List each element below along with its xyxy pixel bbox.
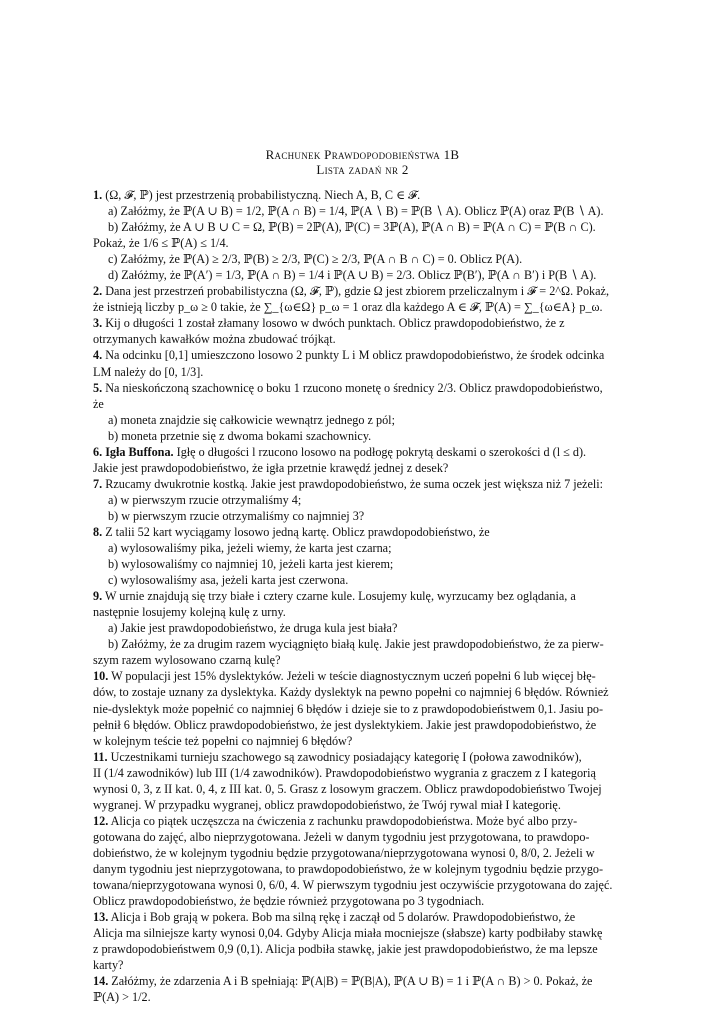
subproblem-b-continued: Pokaż, że 1/6 ≤ ℙ(A) ≤ 1/4. (93, 236, 229, 251)
problem-3 (93, 315, 648, 347)
subproblem-b-continued: szym razem wylosowano czarną kulę? (93, 653, 281, 668)
problem-number: 6. (93, 444, 103, 459)
problem-6 (93, 444, 648, 476)
problem-text: Dana jest przestrzeń probabilistyczna (Ω, 𝓕, ℙ), gdzie Ω jest zbiorem przeliczalnym i 𝓕 = 2^Ω. Pokaż, (105, 284, 609, 299)
subproblem-a: a) Załóżmy, że ℙ(A ∪ B) = 1/2, ℙ(A ∩ B) = 1/4, ℙ(A ∖ B) = ℙ(B ∖ A). Oblicz ℙ(A) oraz ℙ(B ∖ A). (108, 204, 604, 219)
problem-7 (93, 476, 648, 524)
subproblem-b: b) wylosowaliśmy co najmniej 10, jeżeli karta jest kierem; (108, 557, 394, 572)
problem-5 (93, 380, 648, 444)
problem-text: (Ω, 𝓕, ℙ) jest przestrzenią probabilistyczną. Niech A, B, C ∈ 𝓕. (105, 188, 421, 202)
subproblem-c: c) wylosowaliśmy asa, jeżeli karta jest czerwona. (108, 573, 349, 588)
problem-9 (93, 588, 648, 668)
problem-1 (93, 187, 648, 283)
problem-number: 2. (93, 284, 103, 299)
problem-text: Na odcinku [0,1] umieszczono losowo 2 punkty L i M oblicz prawdopodobieństwo, że środek odcinka (105, 348, 605, 363)
problem-text: W urnie znajdują się trzy białe i cztery czarne kule. Losujemy kulę, wyrzucamy bez oglądania, a (104, 589, 576, 604)
problem-8 (93, 524, 648, 588)
problem-number: 9. (93, 589, 103, 604)
problem-text-continued: II (1/4 zawodników) lub III (1/4 zawodników). Prawdopodobieństwo wygrania z graczem z I kategorią (93, 765, 596, 780)
problem-text-continued: wynosi 0, 3, z II kat. 0, 4, z III kat. 0, 5. Grasz z losowym graczem. Oblicz prawdopodobieństwo Twojej (93, 781, 602, 796)
subproblem-a: a) moneta znajdzie się całkowicie wewnątrz jednego z pól; (108, 412, 395, 427)
problem-10 (93, 668, 648, 748)
problem-12 (93, 813, 648, 909)
problem-text: W populacji jest 15% dyslektyków. Jeżeli w teście diagnostycznym uczeń popełni 6 lub więcej błę- (111, 669, 596, 684)
problem-text-continued: karty? (93, 958, 124, 973)
problem-text: Alicja i Bob grają w pokera. Bob ma silną rękę i zaczął od 5 dolarów. Prawdopodobieństwo, że (110, 910, 576, 925)
problem-number: 1. (93, 188, 103, 202)
subproblem-d: d) Załóżmy, że ℙ(A′) = 1/3, ℙ(A ∩ B) = 1/4 i ℙ(A ∪ B) = 2/3. Oblicz ℙ(B′), ℙ(A ∩ B′) i P(B ∖ A). (108, 268, 597, 283)
problem-text: Na nieskończoną szachownicę o boku 1 rzucono monetę o średnicy 2/3. Oblicz prawdopodobieństwo, (105, 380, 603, 395)
problem-text: Uczestnikami turnieju szachowego są zawodnicy posiadający kategorię I (połowa zawodników), (110, 749, 582, 764)
problem-text-continued: pełnił 6 błędów. Oblicz prawdopodobieństwo, że jest dyslektykiem. Jakie jest prawdopodobieństwo, że (93, 717, 597, 732)
problem-text: Alicja co piątek uczęszcza na ćwiczenia z rachunku prawdopodobieństwa. Może być albo przy- (110, 813, 578, 828)
page-title: Rachunek Prawdopodobieństwa 1B (265, 147, 460, 162)
problem-number: 13. (93, 910, 109, 925)
problem-11 (93, 749, 648, 813)
problem-number: 10. (93, 669, 109, 684)
problem-text-continued: wygranej. W przypadku wygranej, oblicz prawdopodobieństwo, że Twój rywal miał I kategorię. (93, 797, 561, 812)
subproblem-b: b) Załóżmy, że za drugim razem wyciągnięto białą kulę. Jakie jest prawdopodobieństwo, że za pierw- (108, 637, 604, 652)
problem-text: Igłę o długości l rzucono losowo na podłogę pokrytą deskami o szerokości d (l ≤ d). (176, 444, 587, 459)
problem-text-continued: że (93, 396, 104, 411)
problem-text: Rzucamy dwukrotnie kostką. Jakie jest prawdopodobieństwo, że suma oczek jest większa niż 7 jeżeli: (105, 476, 604, 491)
problem-4 (93, 347, 648, 379)
subproblem-b: b) Załóżmy, że A ∪ B ∪ C = Ω, ℙ(B) = 2ℙ(A), ℙ(C) = 3ℙ(A), ℙ(A ∩ B) = ℙ(A ∩ C) = ℙ(B ∩ C). (108, 220, 596, 235)
problem-text-continued: towana/nieprzygotowana wynosi 0, 6/0, 4. W pierwszym tygodniu jest oczywiście przygotowana do zajęć. (93, 878, 613, 893)
problem-number: 7. (93, 476, 103, 491)
problem-text-continued: w kolejnym teście też popełni co najmniej 6 błędów? (93, 733, 353, 748)
problem-text-continued: dów, to zostaje uznany za dyslektyka. Każdy dyslektyk na pewno popełni co najmniej 6 błędów. Również (93, 685, 609, 700)
problem-text-continued: otrzymanych kawałków można zbudować trójkąt. (93, 332, 336, 347)
problem-text-continued: z prawdopodobieństwem 0,9 (0,1). Alicja podbiła stawkę, jakie jest prawdopodobieństwo, że ma lepsze (93, 942, 598, 957)
problem-2 (93, 283, 648, 315)
problem-text-continued: następnie losujemy kolejną kulę z urny. (93, 605, 286, 620)
problem-number: 5. (93, 380, 103, 395)
problem-text-continued: dobieństwo, że w kolejnym tygodniu będzie przygotowana/nieprzygotowana wynosi 0, 8/0, 2. Jeżeli w (93, 845, 595, 860)
problem-text-continued: LM należy do [0, 1/3]. (93, 364, 204, 379)
problem-text: Kij o długości 1 został złamany losowo w dwóch punktach. Oblicz prawdopodobieństwo, że z (105, 316, 565, 331)
problem-13 (93, 909, 648, 973)
problem-number: 3. (93, 316, 103, 331)
subproblem-b: b) moneta przetnie się z dwoma bokami szachownicy. (108, 428, 372, 443)
problem-text: Załóżmy, że zdarzenia A i B spełniają: ℙ(A|B) = ℙ(B|A), ℙ(A ∪ B) = 1 i ℙ(A ∩ B) > 0. Pokaż, że (111, 974, 593, 989)
problem-number: 14. (93, 974, 109, 989)
problem-text: Z talii 52 kart wyciągamy losowo jedną kartę. Oblicz prawdopodobieństwo, że (105, 524, 490, 539)
problem-text-continued: gotowana do zajęć, albo nieprzygotowana. Jeżeli w danym tygodniu jest przygotowana, to prawdopo- (93, 829, 590, 844)
problem-text-continued: danym tygodniu jest nieprzygotowana, to prawdopodobieństwo, że w kolejnym tygodniu będzie przygo- (93, 861, 604, 876)
problem-text-continued: Oblicz prawdopodobieństwo, że będzie również przygotowana po 3 tygodniach. (93, 894, 485, 909)
subproblem-a: a) wylosowaliśmy pika, jeżeli wiemy, że karta jest czarna; (108, 541, 392, 556)
problem-name: Igła Buffona. (105, 444, 174, 459)
problem-list (93, 187, 648, 1005)
problem-text-continued: ℙ(A) > 1/2. (93, 990, 151, 1005)
problem-text-continued: Alicja ma silniejsze karty wynosi 0,04. Gdyby Alicja miała mocniejsze (słabsze) karty podbiłaby stawkę (93, 926, 603, 941)
problem-number: 4. (93, 348, 103, 363)
subproblem-c: c) Załóżmy, że ℙ(A) ≥ 2/3, ℙ(B) ≥ 2/3, ℙ(C) ≥ 2/3, ℙ(A ∩ B ∩ C) = 0. Oblicz P(A). (108, 252, 523, 267)
page-subtitle: Lista zadań nr 2 (316, 162, 409, 177)
problem-number: 11. (93, 749, 108, 764)
problem-14 (93, 973, 648, 1005)
subproblem-a: a) Jakie jest prawdopodobieństwo, że druga kula jest biała? (108, 621, 398, 636)
problem-number: 12. (93, 813, 109, 828)
subproblem-a: a) w pierwszym rzucie otrzymaliśmy 4; (108, 492, 302, 507)
problem-text-continued: Jakie jest prawdopodobieństwo, że igła przetnie krawędź jednej z desek? (93, 460, 449, 475)
subproblem-b: b) w pierwszym rzucie otrzymaliśmy co najmniej 3? (108, 508, 365, 523)
problem-text-continued: nie-dyslektyk może popełnić co najmniej 6 błędów i dzieje sie to z prawdopodobieństwem 0,1. Jasiu po- (93, 701, 604, 716)
problem-number: 8. (93, 524, 103, 539)
problem-text-continued: że istnieją liczby p_ω ≥ 0 takie, że ∑_{ω∈Ω} p_ω = 1 oraz dla każdego A ∈ 𝓕, ℙ(A) = ∑_{ω∈A} p_ω. (93, 300, 603, 315)
